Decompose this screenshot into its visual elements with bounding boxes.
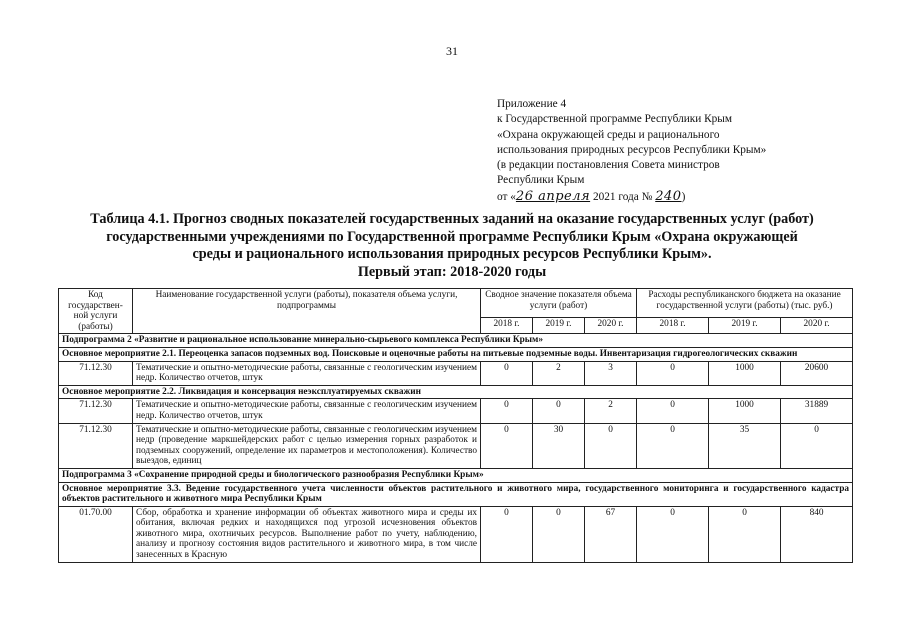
value-cell: 0 [637,423,709,468]
annex-line: использования природных ресурсов Республики Крым» [497,143,767,156]
measure-row [59,347,853,361]
measure-row [59,385,853,399]
annex-line: Приложение 4 [497,98,567,110]
year-header: 2018 г. [481,318,533,334]
annex-line: к Государственной программе Республики Крым [497,113,733,126]
date-prefix: от « [497,190,516,203]
value-cell: 0 [481,399,533,423]
value-cell: 31889 [781,399,853,423]
year-header: 2020 г. [585,318,637,334]
year-header: 2018 г. [637,318,709,334]
service-name: Тематические и опытно-методические работы, связанные с геологическим изучением недр. Количество отчетов, штук [133,361,481,385]
header-indicator: Сводное значение показателя объема услуги (работ) [481,289,637,318]
annex-date-line [497,189,857,205]
annex-line: «Охрана окружающей среды и рационального [497,128,720,141]
annex-line: (в редакции постановления Совета министров [497,159,720,172]
service-code: 71.12.30 [59,423,133,468]
subprogram-row [59,468,853,482]
value-cell: 0 [481,506,533,562]
year-header: 2020 г. [781,318,853,334]
year-header: 2019 г. [709,318,781,334]
value-cell: 2 [585,399,637,423]
value-cell: 0 [533,506,585,562]
value-cell: 0 [637,399,709,423]
annex-block [497,97,857,205]
service-name: Сбор, обработка и хранение информации об объектах животного мира и среды их обитания, включая редких и находящихся под угрозой исчезновения объектов животного мира, охотничьих ресурсов. Выполнение работ по учету, наблюдению, анализу и прогнозу состояния видов растительного и животного мира, в том числе занесенных в Красную [133,506,481,562]
header-row [59,289,853,318]
value-cell: 2 [533,361,585,385]
value-cell: 0 [533,399,585,423]
value-cell: 0 [481,361,533,385]
value-cell: 0 [585,423,637,468]
title-line: Первый этап: 2018-2020 годы [357,263,547,280]
header-budget: Расходы республиканского бюджета на оказание государственной услуги (работы) (тыс. руб.) [637,289,853,318]
value-cell: 30 [533,423,585,468]
table-row [59,506,853,562]
number-suffix: ) [681,190,686,203]
year-header: 2019 г. [533,318,585,334]
header-code: Код государствен-ной услуги (работы) [59,289,133,334]
service-name: Тематические и опытно-методические работы, связанные с геологическим изучением недр. Количество отчетов, штук [133,399,481,423]
annex-line: Республики Крым [497,174,585,187]
table-row [59,399,853,423]
title-line: государственными учреждениями по Государственной программе Республики Крым «Охрана окружающей [106,228,798,245]
title-line: среды и рационального использования природных ресурсов Республики Крым». [192,246,712,262]
value-cell: 0 [637,361,709,385]
measure-3-3: Основное мероприятие 3.3. Ведение государственного учета численности объектов растительного и животного мира, государственного мониторинга и государственного кадастра объектов растительного и животного мира Республики Крым [59,482,853,506]
measure-2-1: Основное мероприятие 2.1. Переоценка запасов подземных вод. Поисковые и оценочные работы на питьевые подземные воды. Инвентаризация гидрогеологических скважин [59,347,853,361]
service-code: 71.12.30 [59,399,133,423]
value-cell: 0 [781,423,853,468]
title-line: Таблица 4.1. Прогноз сводных показателей государственных заданий на оказание государственных услуг (работ) [90,211,814,227]
subprogram-3: Подпрограмма 3 «Сохранение природной среды и биологического разнообразия Республики Крым» [59,468,853,482]
number-signature: 240 [655,188,682,204]
value-cell: 1000 [709,361,781,385]
service-code: 71.12.30 [59,361,133,385]
date-year: 2021 года № [590,190,656,203]
subprogram-2: Подпрограмма 2 «Развитие и рациональное использование минерально-сырьевого комплекса Республики Крым» [59,334,853,348]
table-title [40,211,864,281]
subprogram-row [59,334,853,348]
page-number: 31 [446,44,458,58]
value-cell: 67 [585,506,637,562]
value-cell: 0 [637,506,709,562]
value-cell: 20600 [781,361,853,385]
indicators-table [58,288,853,563]
table-row [59,423,853,468]
value-cell: 1000 [709,399,781,423]
date-signature: 26 апреля [515,188,591,204]
value-cell: 3 [585,361,637,385]
header-name: Наименование государственной услуги (работы), показателя объема услуги, подпрограммы [133,289,481,334]
service-name: Тематические и опытно-методические работы, связанные с геологическим изучением недр (проведение маркшейдерских работ с целью измерения горных разработок и подземных сооружений, определение их параметров и местоположения). Количество выездов, единиц [133,423,481,468]
value-cell: 0 [481,423,533,468]
measure-2-2: Основное мероприятие 2.2. Ликвидация и консервация неэксплуатируемых скважин [59,385,853,399]
value-cell: 35 [709,423,781,468]
value-cell: 840 [781,506,853,562]
measure-row [59,482,853,506]
table-row [59,361,853,385]
value-cell: 0 [709,506,781,562]
service-code: 01.70.00 [59,506,133,562]
